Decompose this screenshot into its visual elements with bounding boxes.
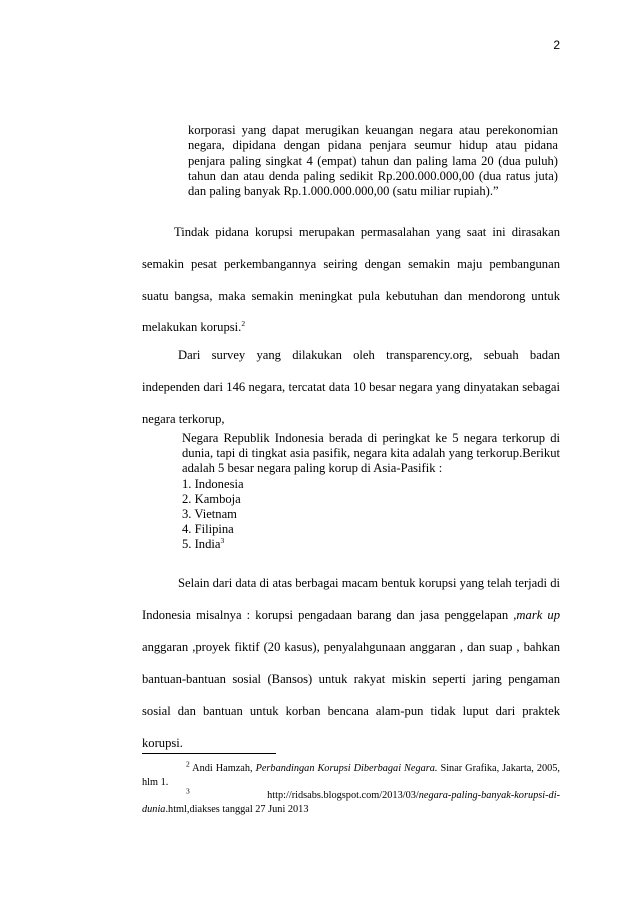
footnote-separator (142, 753, 276, 754)
footnote-2: $^2$ Andi Hamzah, Perbandingan Korupsi Diberbagai Negara. Sinar Grafika, Jakarta, 2005, hlm 1. (142, 759, 560, 788)
list-item: 4. Filipina (182, 522, 234, 537)
list-item: 5. India$^3$ (182, 536, 225, 552)
list-item: 1. Indonesia (182, 476, 244, 491)
list-item: 2. Kamboja (182, 491, 241, 506)
footnote-url-italic: negara-paling-banyak-korupsi-di-dunia (142, 790, 560, 815)
footnote-ref-2: 2 (241, 319, 246, 329)
footnote-ref-3: 3 (220, 536, 225, 546)
country-list (182, 477, 560, 553)
footnote-url: http://ridsabs.blogspot.com/2013/03/ (267, 790, 419, 801)
paragraph-text: Tindak pidana korupsi merupakan permasalahan yang saat ini dirasakan semakin pesat perkembangannya seiring dengan semakin maju pembangunan suatu bangsa, maka semakin meningkat pula kebutuhan dan mendorong untuk melakukan korupsi. (142, 225, 560, 335)
page-number: 2 (553, 38, 560, 52)
block-quote-ranking (182, 431, 560, 553)
footnotes (142, 759, 560, 816)
italic-term: mark up (516, 608, 561, 622)
paragraph-survey: Dari survey yang dilakukan oleh transparency.org, sebuah badan independen dari 146 negara, tercatat data 10 besar negara yang dinyatakan sebagai negara terkorup, (142, 348, 560, 426)
footnote-number: 3 (186, 786, 190, 796)
paragraph-forms-of-corruption: Selain dari data di atas berbagai macam bentuk korupsi yang telah terjadi di Indonesia misalnya : korupsi pengadaan barang dan jasa penggelapan ,mark up anggaran ,proyek fiktif (20 kasus), penyalahgunaan anggaran , dan suap , bahkan bantuan-bantuan sosial (Bansos) untuk rakyat miskin seperti jaring pengaman sosial dan bantuan untuk korban bencana alam-pun tidak luput dari praktek korupsi. (142, 576, 561, 750)
footnote-3: $^3$ http://ridsabs.blogspot.com/2013/03/negara-paling-banyak-korupsi-di-dunia.html,diakses tanggal 27 Juni 2013 (142, 786, 560, 815)
paragraph-corruption-intro (142, 217, 560, 344)
ranking-intro: Negara Republik Indonesia berada di peringkat ke 5 negara terkorup di dunia, tapi di tingkat asia pasifik, negara kita adalah yang terkorup.Berikut adalah 5 besar negara paling korup di Asia-Pasifik : (182, 431, 560, 476)
block-quote-law-text: korporasi yang dapat merugikan keuangan negara atau perekonomian negara, dipidana dengan pidana penjara seumur hidup atau pidana penjara paling singkat 4 (empat) tahun dan paling lama 20 (dua puluh) tahun dan atau denda paling sedikit Rp.200.000.000,00 (dua ratus juta) dan paling banyak Rp.1.000.000.000,00 (satu miliar rupiah).” (188, 123, 558, 199)
list-item: 3. Vietnam (182, 507, 237, 522)
footnote-number: 2 (186, 759, 190, 769)
